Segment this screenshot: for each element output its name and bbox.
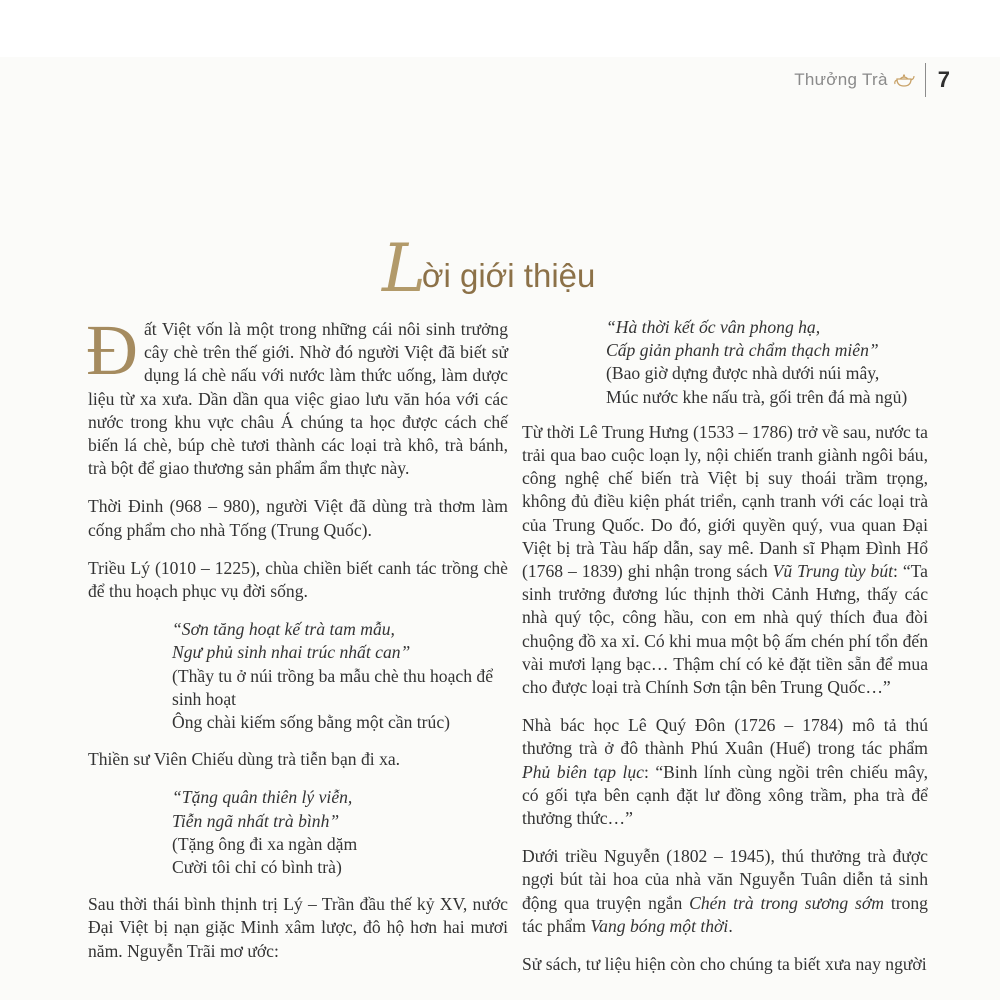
teapot-icon xyxy=(893,70,915,90)
verse-ha-thoi xyxy=(606,316,928,409)
book-title: Phủ biên tạp lục xyxy=(522,761,644,782)
paragraph-closing: Sử sách, tư liệu hiện còn cho chúng ta biết xưa nay người xyxy=(522,954,927,975)
paragraph-text: . xyxy=(728,915,733,936)
paragraph-le-trung-hung xyxy=(522,421,928,699)
verse-line: Ngư phủ sinh nhai trúc nhất can” xyxy=(172,642,411,663)
paragraph-quote: : “Binh lính cùng ngồi trên chiếu mây, có gối tựa bên cạnh đặt lư đồng xông trầm, pha trà để thưởng thức…” xyxy=(522,761,928,829)
verse-translation: (Thầy tu ở núi trồng ba mẫu chè thu hoạch để sinh hoạt xyxy=(172,665,494,709)
verse-translation: (Bao giờ dựng được nhà dưới núi mây, xyxy=(606,363,880,384)
title-initial: L xyxy=(382,230,426,307)
story-title: Chén trà trong sương sớm xyxy=(689,892,884,913)
page-number: 7 xyxy=(937,67,950,92)
verse-translation: Múc nước khe nấu trà, gối trên đá mà ngủ) xyxy=(606,386,908,407)
verse-tang-quan xyxy=(172,786,508,879)
verse-son-tang xyxy=(172,618,508,734)
title-text: ời giới thiệu xyxy=(421,257,596,294)
intro-paragraph xyxy=(86,310,508,480)
right-column xyxy=(522,316,928,991)
paragraph-text: Dưới triều Nguyễn (1802 – 1945), thú thưởng trà được ngợi bút tài hoa của nhà văn Nguyễn Tuân diễn tả sinh động qua truyện ngắn xyxy=(522,846,928,913)
verse-line: “Tặng quân thiên lý viễn, xyxy=(172,787,353,808)
verse-translation: Cười tôi chỉ có bình trà) xyxy=(172,857,342,878)
paragraph-nguyen-dynasty xyxy=(522,845,928,938)
verse-line: Cấp giản phanh trà chẩm thạch miên” xyxy=(606,340,879,361)
paragraph-text: Từ thời Lê Trung Hưng (1533 – 1786) trở về sau, nước ta trải qua bao cuộc loạn ly, nội chiến tranh giành ngôi báu, công nghệ chế biến trà Việt bị suy thoái trầm trọng, không đủ điều kiện phát triển, cạnh tranh với các loại trà của Trung Quốc. Do đó, giới quyền quý, vua quan Đại Việt bị trà Tàu hấp dẫn, say mê. Danh sĩ Phạm Đình Hổ (1768 – 1839) ghi nhận trong sách xyxy=(522,421,928,582)
paragraph-le-quy-don xyxy=(522,714,928,830)
running-title: Thưởng Trà xyxy=(794,70,888,89)
running-header xyxy=(794,63,950,97)
paragraph-vien-chieu: Thiền sư Viên Chiếu dùng trà tiễn bạn đi xa. xyxy=(88,749,401,770)
paragraph-text: Nhà bác học Lê Quý Đôn (1726 – 1784) mô tả thú thưởng trà ở đô thành Phú Xuân (Huế) trong tác phẩm xyxy=(522,715,928,759)
verse-translation: (Tặng ông đi xa ngàn dặm xyxy=(172,833,358,854)
paragraph-quote: : “Ta sinh trưởng đương lúc thịnh thời Cảnh Hưng, thấy các nhà quý tộc, công hầu, con em nhà quý thích đua đòi chuộng đồ xa xỉ. Có khi mua một bộ ấm chén phí tổn đến vài mươi lạng bạc… Thậm chí có kẻ đặt tiền sẵn để mua cho được loại trà Chính Sơn tận bên Trung Quốc…” xyxy=(522,561,928,698)
verse-line: “Hà thời kết ốc vân phong hạ, xyxy=(606,317,821,337)
paragraph-ly: Triều Lý (1010 – 1225), chùa chiền biết canh tác trồng chè để thu hoạch phục vụ đời sống. xyxy=(88,557,508,602)
left-column xyxy=(86,310,508,978)
paragraph-text: trong tác phẩm xyxy=(522,892,928,936)
drop-cap: Đ xyxy=(86,310,138,390)
chapter-title xyxy=(382,222,642,307)
book-title: Vũ Trung tùy bút xyxy=(772,561,894,582)
verse-line: “Sơn tăng hoạt kế trà tam mẫu, xyxy=(172,619,395,640)
paragraph-nguyen-trai: Sau thời thái bình thịnh trị Lý – Trần đầu thế kỷ XV, nước Đại Việt bị nạn giặc Minh xâm lược, đô hộ hơn hai mươi năm. Nguyễn Trãi mơ ước: xyxy=(88,894,508,961)
book-title: Vang bóng một thời xyxy=(590,915,729,936)
verse-translation: Ông chài kiếm sống bằng một cần trúc) xyxy=(172,712,451,733)
paragraph-dinh: Thời Đinh (968 – 980), người Việt đã dùng trà thơm làm cống phẩm cho nhà Tống (Trung Quốc). xyxy=(88,496,508,540)
verse-line: Tiễn ngã nhất trà bình” xyxy=(172,810,340,831)
header-divider xyxy=(925,63,926,97)
intro-text: ất Việt vốn là một trong những cái nôi sinh trưởng cây chè trên thế giới. Nhờ đó người Việt đã biết sử dụng lá chè nấu với nước làm thức uống, làm dược liệu từ xa xưa. Dần dần qua việc giao lưu văn hóa với các nước trong khu vực châu Á chúng ta học được cách chế biến lá chè, búp chè tươi thành các loại trà khô, trà bánh, trà bột để giao thương sản phẩm ẩm thực này. xyxy=(88,319,508,479)
